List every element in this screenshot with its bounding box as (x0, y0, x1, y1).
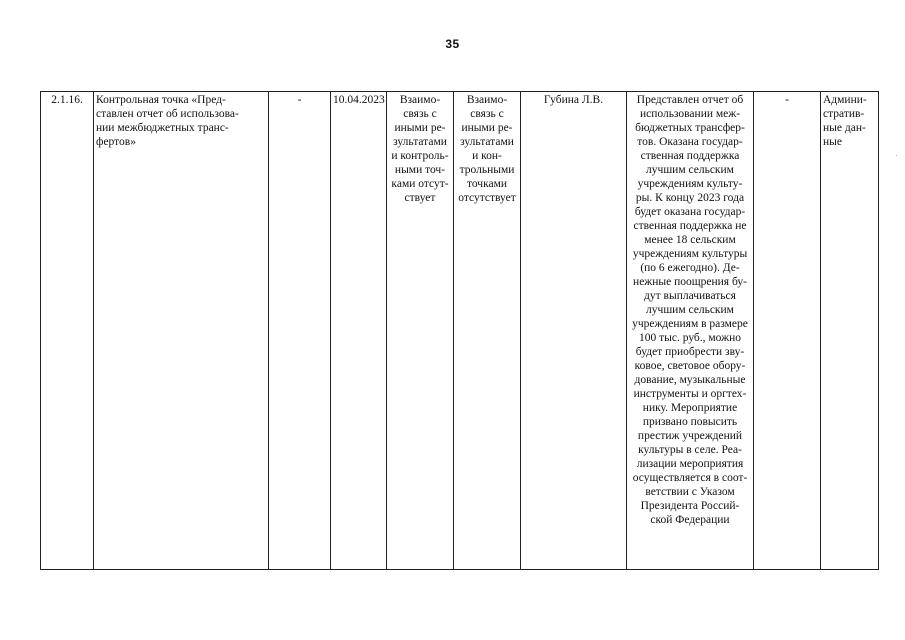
row-name-cell (94, 92, 269, 570)
row-responsible-cell (521, 92, 627, 570)
row-date-cell (331, 92, 387, 570)
page-number: 35 (445, 37, 460, 51)
row-col10-value: - (785, 94, 789, 106)
row-col10-cell (754, 92, 821, 570)
control-point-table (40, 91, 879, 570)
row-date: 10.04.2023 (333, 94, 385, 106)
row-relation-1-cell (387, 92, 454, 570)
row-col3-value: - (297, 94, 302, 106)
row-relation-2: Взаимо- связь с иными ре- зультатами и кон- трольными точками отсутствует (458, 94, 516, 204)
row-source-cell (821, 92, 879, 570)
row-relation-2-cell (454, 92, 521, 570)
row-source: Админи- стратив- ные дан- ные (823, 94, 867, 148)
table-row (41, 92, 879, 570)
row-description: Представлен отчет об использовании меж- бюджетных трансфер- тов. Оказана государ- ственная поддержка лучшим сельским учреждениям культу- ры. К концу 2023 года будет оказана государ- ственная поддержка не менее 18 сельским учреждениям культуры (по 6 ежегодно). Де- нежные поощрения бу- дут выплачиваться лучшим сельским учреждениям в размере 100 тыс. руб., можно будет приобрести зву- ковое, световое обору- дование, музыкальные инструменты и оргтех- нику. Мероприятие призвано повысить престиж учреждений культуры в селе. Реа- лизации мероприятия осуществляется в соот- ветствии с Указом Президента Россий- ской Федерации (632, 94, 748, 526)
row-code-cell (41, 92, 94, 570)
row-code: 2.1.16. (51, 94, 83, 106)
row-responsible: Губина Л.В. (543, 94, 604, 106)
row-relation-1: Взаимо- связь с иными ре- зультатами и контроль- ными точ- ками отсут- ствует (391, 94, 449, 204)
row-name: Контрольная точка «Пред- ставлен отчет об использова- нии межбюджетных транс- фертов» (96, 94, 239, 148)
scan-speck (896, 155, 897, 156)
row-description-cell (627, 92, 754, 570)
row-col3-cell (269, 92, 331, 570)
